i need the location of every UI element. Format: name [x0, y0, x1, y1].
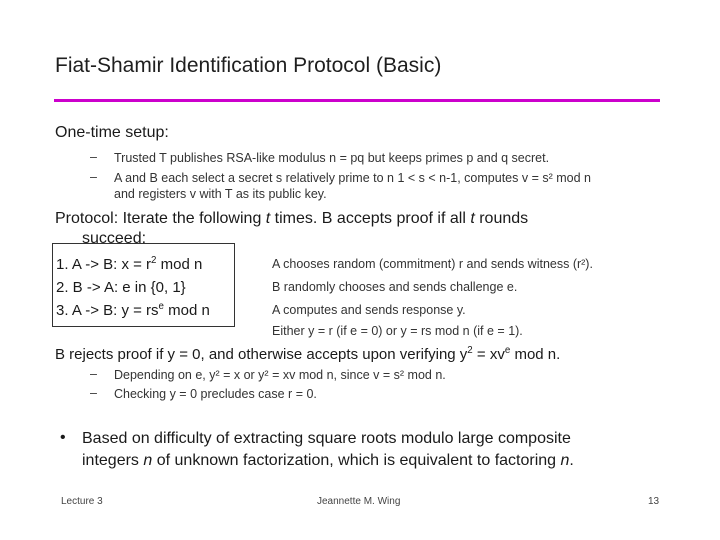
step-text: 3. A -> B: y = rs [56, 302, 159, 319]
protocol-heading-text: times. B accepts proof if all [270, 210, 471, 227]
reject-sup: 2 [467, 345, 473, 356]
dash-marker: – [90, 150, 97, 164]
footer-page-number: 13 [648, 496, 660, 507]
step-text: 1. A -> B: x = r [56, 256, 152, 273]
hardness-text: . [569, 452, 574, 469]
protocol-heading-var: t [265, 210, 271, 227]
hardness-var: n [143, 452, 153, 469]
setup-item-line: A and B each select a secret s relatively prime to n 1 < s < n-1, computes v = s² mod n [114, 171, 591, 185]
hardness-text: integers [82, 452, 144, 469]
protocol-step-2 [56, 279, 186, 296]
reject-text: B rejects proof if y = 0, and otherwise accepts upon verifying y [55, 346, 468, 363]
step-text: mod n [156, 256, 203, 273]
dash-marker: – [90, 170, 97, 184]
reject-item-text: Checking y = 0 precludes case r = 0. [114, 387, 317, 401]
reject-condition [55, 345, 560, 363]
protocol-step-3 [56, 301, 210, 319]
setup-item-1 [90, 150, 690, 166]
setup-item-text: Trusted T publishes RSA-like modulus n = pq but keeps primes p and q secret. [114, 151, 550, 165]
step-text: mod n [163, 302, 210, 319]
reject-text: mod n. [510, 346, 561, 363]
reject-item-text: Depending on e, y² = x or y² = xv mod n, since v = s² mod n. [114, 368, 446, 382]
footer-author: Jeannette M. Wing [317, 496, 401, 507]
reject-item-2 [90, 386, 690, 402]
dash-marker: – [90, 386, 97, 400]
protocol-heading-var: t [470, 210, 475, 227]
setup-item-2 [90, 170, 690, 204]
setup-item-text [114, 170, 591, 202]
protocol-step-1 [56, 255, 202, 273]
reject-item-1 [90, 367, 690, 383]
hardness-var: n [560, 452, 570, 469]
reject-sup: e [504, 345, 511, 356]
step-3-description: A computes and sends response y. [272, 303, 466, 317]
dash-marker: – [90, 367, 97, 381]
hardness-assumption [82, 428, 682, 472]
title-underline [54, 99, 660, 102]
footer-lecture: Lecture 3 [61, 496, 103, 507]
slide-title: Fiat-Shamir Identification Protocol (Basic) [55, 54, 442, 77]
protocol-heading-text: succeed: [82, 230, 147, 247]
setup-heading: One-time setup: [55, 124, 169, 141]
step-text: 2. B -> A: e in {0, 1} [56, 279, 186, 296]
reject-text: = xv [472, 346, 505, 363]
protocol-heading-text: Protocol: Iterate the following [55, 210, 266, 227]
step-sup: 2 [151, 255, 157, 266]
bullet-marker: • [60, 429, 66, 446]
step-3-extra-description: Either y = r (if e = 0) or y = rs mod n (if e = 1). [272, 324, 523, 338]
step-2-description: B randomly chooses and sends challenge e. [272, 280, 518, 294]
setup-item-line: and registers v with T as its public key. [114, 187, 327, 201]
hardness-text: Based on difficulty of extracting square roots modulo large composite [82, 430, 571, 447]
hardness-text: of unknown factorization, which is equivalent to factoring [152, 452, 561, 469]
step-1-description: A chooses random (commitment) r and sends witness (r²). [272, 257, 593, 271]
protocol-heading-text: rounds [474, 210, 529, 227]
step-sup: e [158, 301, 164, 312]
